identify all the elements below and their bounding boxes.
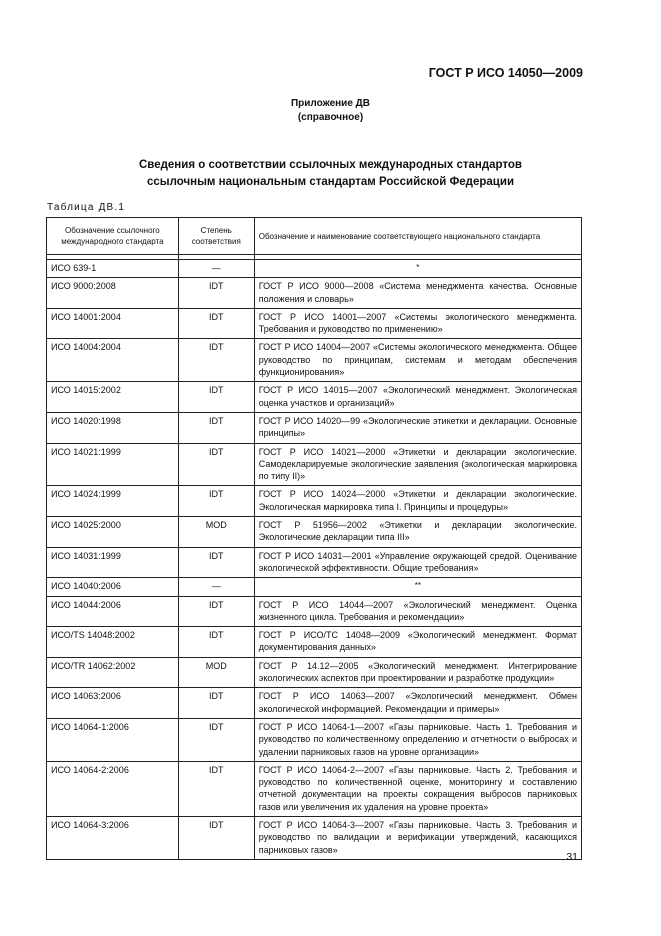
national-standard-cell: ГОСТ Р ИСО/ТС 14048—2009 «Экологический менеджмент. Формат документирования данных» (254, 627, 581, 658)
national-standard-cell: ГОСТ Р ИСО 14024—2000 «Этикетки и декларации экологические. Экологическая маркировка типа I. Принципы и процедуры» (254, 486, 581, 517)
degree-cell: IDT (178, 412, 254, 443)
international-standard-cell: ИСО 639-1 (47, 260, 179, 278)
column-header-national: Обозначение и наименование соответствующего национального стандарта (254, 218, 581, 255)
international-standard-cell: ИСО 14020:1998 (47, 412, 179, 443)
international-standard-cell: ИСО 14025:2000 (47, 517, 179, 548)
national-standard-cell: ГОСТ Р ИСО 14063—2007 «Экологический менеджмент. Обмен экологической информацией. Рекомендации и примеры» (254, 688, 581, 719)
international-standard-cell: ИСО 14044:2006 (47, 596, 179, 627)
table-row (47, 688, 582, 719)
degree-cell: IDT (178, 547, 254, 578)
degree-cell: IDT (178, 596, 254, 627)
international-standard-cell: ИСО 14064-1:2006 (47, 718, 179, 761)
appendix-title: Приложение ДВ (290, 98, 371, 109)
table-row (47, 278, 582, 309)
international-standard-cell: ИСО 14040:2006 (47, 578, 179, 596)
correspondence-table (46, 217, 582, 860)
section-title (0, 157, 661, 191)
degree-cell: MOD (178, 517, 254, 548)
degree-cell: IDT (178, 339, 254, 382)
international-standard-cell: ИСО/TR 14062:2002 (47, 657, 179, 688)
degree-cell: — (178, 578, 254, 596)
appendix-type: (справочное) (297, 112, 364, 123)
national-standard-cell: ГОСТ Р ИСО 14020—99 «Экологические этикетки и декларации. Основные принципы» (254, 412, 581, 443)
table-label: Таблица ДВ.1 (47, 202, 126, 213)
international-standard-cell: ИСО 14064-3:2006 (47, 816, 179, 859)
degree-cell: IDT (178, 308, 254, 339)
table-row (47, 382, 582, 413)
national-standard-cell: ГОСТ Р ИСО 14044—2007 «Экологический менеджмент. Оценка жизненного цикла. Требования и рекомендации» (254, 596, 581, 627)
international-standard-cell: ИСО/TS 14048:2002 (47, 627, 179, 658)
national-standard-cell: ГОСТ Р ИСО 14064-3—2007 «Газы парниковые. Часть 3. Требования и руководство по валидации и верификации утверждений, касающихся парниковых газов» (254, 816, 581, 859)
international-standard-cell: ИСО 14064-2:2006 (47, 761, 179, 816)
table-row (47, 260, 582, 278)
degree-cell: IDT (178, 816, 254, 859)
national-standard-cell: ГОСТ Р ИСО 9000—2008 «Система менеджмента качества. Основные положения и словарь» (254, 278, 581, 309)
degree-cell: — (178, 260, 254, 278)
international-standard-cell: ИСО 14004:2004 (47, 339, 179, 382)
table-row (47, 308, 582, 339)
degree-cell: IDT (178, 382, 254, 413)
appendix-heading (0, 97, 661, 125)
page-number: 31 (566, 851, 578, 863)
table-row (47, 547, 582, 578)
degree-cell: IDT (178, 278, 254, 309)
document-header: ГОСТ Р ИСО 14050—2009 (428, 66, 583, 80)
national-standard-cell: ГОСТ Р ИСО 14064-1—2007 «Газы парниковые. Часть 1. Требования и руководство по количественному определению и отчетности о выбросах и удалении парниковых газов на уровне организации» (254, 718, 581, 761)
national-standard-cell: ГОСТ Р ИСО 14001—2007 «Системы экологического менеджмента. Требования и руководство по применению» (254, 308, 581, 339)
degree-cell: IDT (178, 486, 254, 517)
table-body (47, 255, 582, 860)
column-header-international: Обозначение ссылочного международного стандарта (47, 218, 179, 255)
degree-cell: IDT (178, 443, 254, 486)
national-standard-cell: * (254, 260, 581, 278)
degree-cell: IDT (178, 627, 254, 658)
table-row (47, 596, 582, 627)
table-header-row (47, 218, 582, 255)
column-header-degree: Степень соответствия (178, 218, 254, 255)
international-standard-cell: ИСО 14024:1999 (47, 486, 179, 517)
section-title-line2: ссылочным национальным стандартам Российской Федерации (146, 176, 515, 188)
degree-cell: IDT (178, 688, 254, 719)
table-row (47, 761, 582, 816)
table-row (47, 657, 582, 688)
national-standard-cell: ГОСТ Р ИСО 14004—2007 «Системы экологического менеджмента. Общее руководство по принципам, системам и методам обеспечения функционирования» (254, 339, 581, 382)
table-row (47, 412, 582, 443)
national-standard-cell: ГОСТ Р 51956—2002 «Этикетки и декларации экологические. Экологические декларации типа III» (254, 517, 581, 548)
table-row (47, 816, 582, 859)
degree-cell: IDT (178, 718, 254, 761)
national-standard-cell: ГОСТ Р ИСО 14064-2—2007 «Газы парниковые. Часть 2. Требования и руководство по количественной оценке, мониторингу и составлению отчетной документации на проекты сокращения выбросов парниковых газов или увеличения их удаления на уровне проекта» (254, 761, 581, 816)
table-row (47, 486, 582, 517)
national-standard-cell: ГОСТ Р ИСО 14015—2007 «Экологический менеджмент. Экологическая оценка участков и организаций» (254, 382, 581, 413)
table-row (47, 443, 582, 486)
table-row (47, 517, 582, 548)
table-row (47, 578, 582, 596)
national-standard-cell: ** (254, 578, 581, 596)
international-standard-cell: ИСО 14031:1999 (47, 547, 179, 578)
table-row (47, 627, 582, 658)
national-standard-cell: ГОСТ Р 14.12—2005 «Экологический менеджмент. Интегрирование экологических аспектов при проектировании и разработке продукции» (254, 657, 581, 688)
international-standard-cell: ИСО 14063:2006 (47, 688, 179, 719)
international-standard-cell: ИСО 14001:2004 (47, 308, 179, 339)
table-row (47, 339, 582, 382)
international-standard-cell: ИСО 14021:1999 (47, 443, 179, 486)
table-row (47, 718, 582, 761)
national-standard-cell: ГОСТ Р ИСО 14021—2000 «Этикетки и декларации экологические. Самодекларируемые экологические заявления (экологическая маркировка по типу II)» (254, 443, 581, 486)
national-standard-cell: ГОСТ Р ИСО 14031—2001 «Управление окружающей средой. Оценивание экологической эффективности. Общие требования» (254, 547, 581, 578)
degree-cell: IDT (178, 761, 254, 816)
section-title-line1: Сведения о соответствии ссылочных международных стандартов (138, 159, 522, 171)
degree-cell: MOD (178, 657, 254, 688)
international-standard-cell: ИСО 14015:2002 (47, 382, 179, 413)
international-standard-cell: ИСО 9000:2008 (47, 278, 179, 309)
